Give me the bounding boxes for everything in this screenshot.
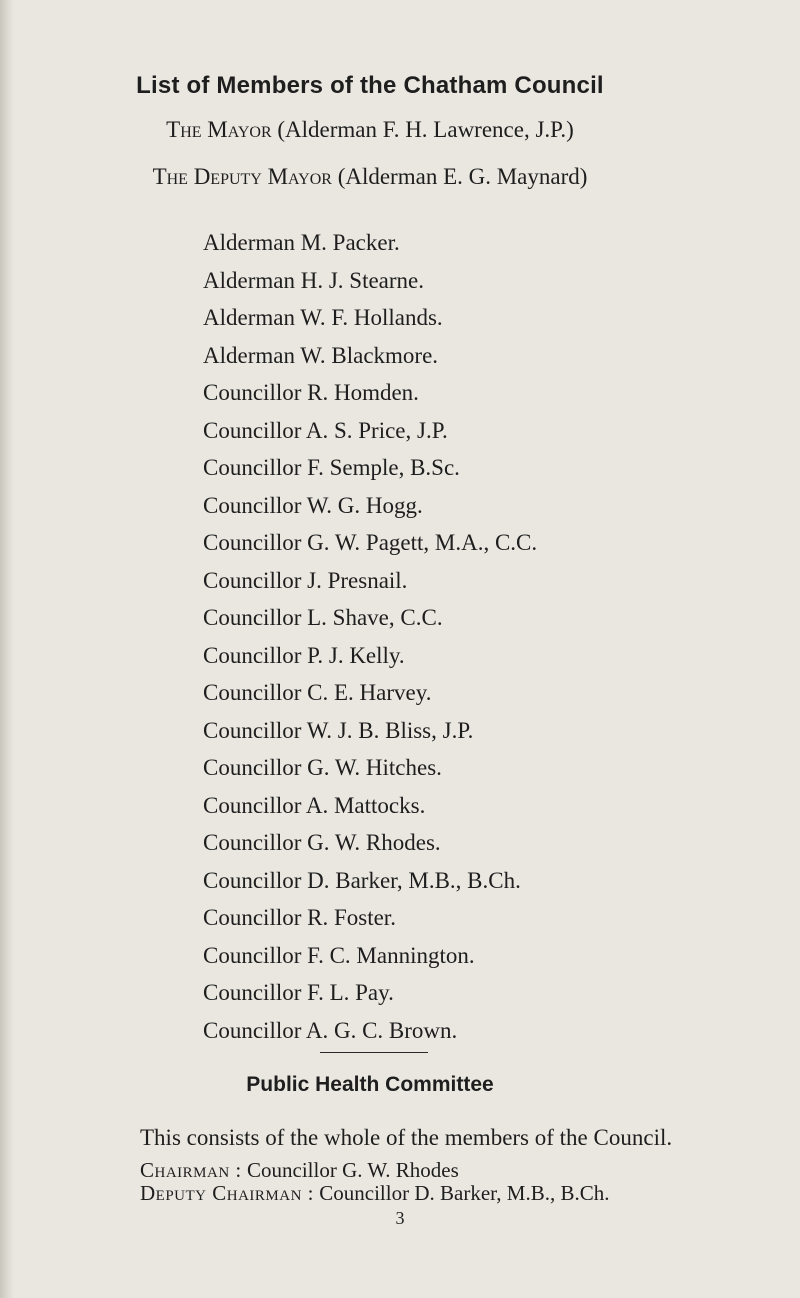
member-item: Councillor F. C. Mannington. [203,942,475,968]
member-item: Councillor G. W. Hitches. [203,755,442,780]
member-item: Alderman W. F. Hollands. [203,305,443,330]
member-item: Alderman W. Blackmore. [203,342,439,368]
deputy-mayor-line [0,164,740,190]
chairman-line [140,1158,459,1183]
member-item: Alderman H. J. Stearne. [203,267,424,293]
deputy-mayor-name: (Alderman E. G. Maynard) [337,164,588,189]
member-item: Alderman M. Packer. [203,230,400,255]
deputy-chairman-role: Deputy Chairman : [140,1181,315,1205]
member-item: Councillor D. Barker, M.B., B.Ch. [203,867,521,893]
deputy-mayor-role: The Deputy Mayor [152,164,332,189]
deputy-chairman-name: Councillor D. Barker, M.B., B.Ch. [319,1181,610,1205]
committee-title: Public Health Committee [246,1073,494,1096]
page-title: List of Members of the Chatham Council [136,72,604,99]
member-item: Councillor A. G. C. Brown. [203,1017,458,1043]
member-item: Councillor G. W. Pagett, M.A., C.C. [203,530,538,555]
members-list [203,224,537,1049]
member-item: Councillor C. E. Harvey. [203,680,432,705]
member-item: Councillor R. Homden. [203,380,419,405]
mayor-role: The Mayor [166,117,272,142]
page-number: 3 [395,1208,405,1228]
member-item: Councillor W. G. Hogg. [203,492,423,518]
mayor-name: (Alderman F. H. Lawrence, J.P.) [277,117,574,142]
member-item: Councillor F. L. Pay. [203,980,394,1005]
member-item: Councillor F. Semple, B.Sc. [203,455,460,480]
member-item: Councillor R. Foster. [203,905,396,930]
member-item: Councillor P. J. Kelly. [203,642,405,668]
mayor-line [0,117,740,143]
chairman-name: Councillor G. W. Rhodes [247,1158,459,1182]
member-item: Councillor L. Shave, C.C. [203,605,443,630]
member-item: Councillor A. S. Price, J.P. [203,417,448,443]
committee-description: This consists of the whole of the members of the Council. [140,1125,673,1150]
member-item: Councillor W. J. B. Bliss, J.P. [203,717,474,743]
chairman-role: Chairman : [140,1158,242,1182]
deputy-chairman-line [140,1181,610,1206]
member-item: Councillor A. Mattocks. [203,792,426,818]
section-divider [320,1052,428,1053]
member-item: Councillor J. Presnail. [203,567,408,593]
member-item: Councillor G. W. Rhodes. [203,830,441,855]
